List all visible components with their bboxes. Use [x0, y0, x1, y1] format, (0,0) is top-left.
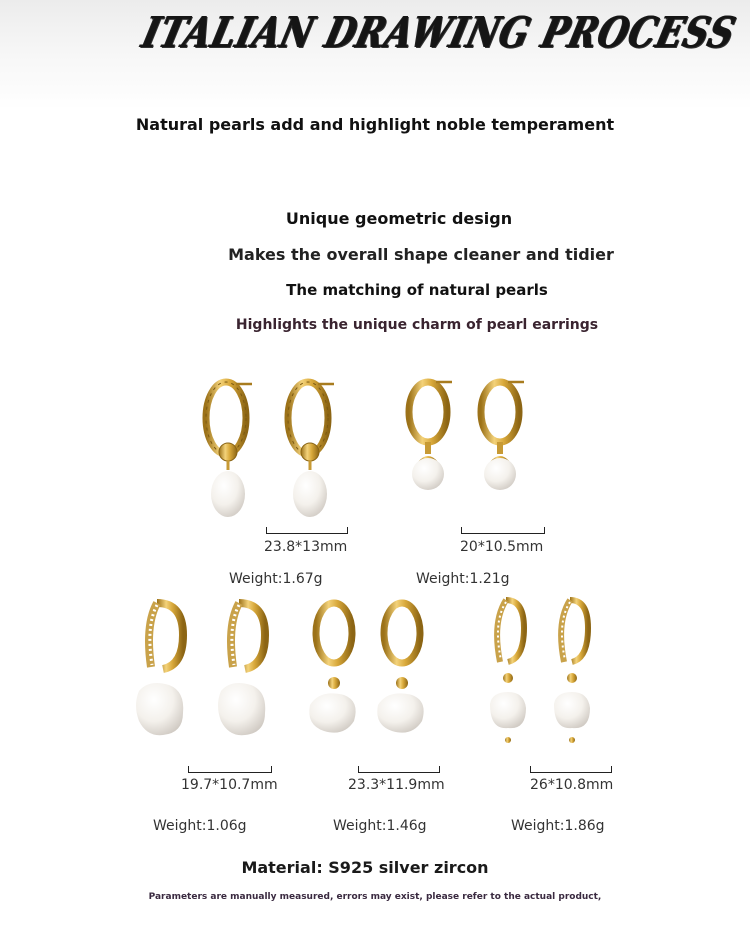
dimension-line-5 — [530, 766, 612, 773]
earring-image-5 — [478, 592, 618, 762]
feature-line-1: Unique geometric design — [285, 209, 513, 228]
size-label-4: 23.3*11.9mm — [348, 777, 445, 793]
size-label-1: 23.8*13mm — [264, 539, 348, 555]
material-label: Material: S925 silver zircon — [241, 858, 489, 877]
feature-line-4: Highlights the unique charm of pearl earrings — [235, 317, 599, 333]
size-label-3: 19.7*10.7mm — [181, 777, 278, 793]
weight-label-5: Weight:1.86g — [511, 818, 605, 834]
size-label-5: 26*10.8mm — [530, 777, 614, 793]
earring-image-2 — [398, 370, 538, 520]
size-label-2: 20*10.5mm — [460, 539, 544, 555]
feature-line-2: Makes the overall shape cleaner and tidier — [228, 245, 614, 264]
earring-image-3 — [125, 595, 285, 765]
tagline: Natural pearls add and highlight noble temperament — [135, 115, 615, 134]
measurement-disclaimer: Parameters are manually measured, errors may exist, please refer to the actual product, — [148, 892, 602, 902]
weight-label-3: Weight:1.06g — [153, 818, 247, 834]
feature-line-3: The matching of natural pearls — [286, 281, 548, 299]
dimension-line-4 — [358, 766, 440, 773]
page-title: ITALIAN DRAWING PROCESS — [137, 8, 742, 58]
dimension-line-2 — [461, 527, 545, 534]
dimension-line-3 — [188, 766, 272, 773]
dimension-line-1 — [266, 527, 348, 534]
weight-label-2: Weight:1.21g — [416, 571, 510, 587]
weight-label-4: Weight:1.46g — [333, 818, 427, 834]
earring-image-4 — [298, 595, 458, 765]
earring-image-1 — [190, 370, 350, 520]
weight-label-1: Weight:1.67g — [229, 571, 323, 587]
